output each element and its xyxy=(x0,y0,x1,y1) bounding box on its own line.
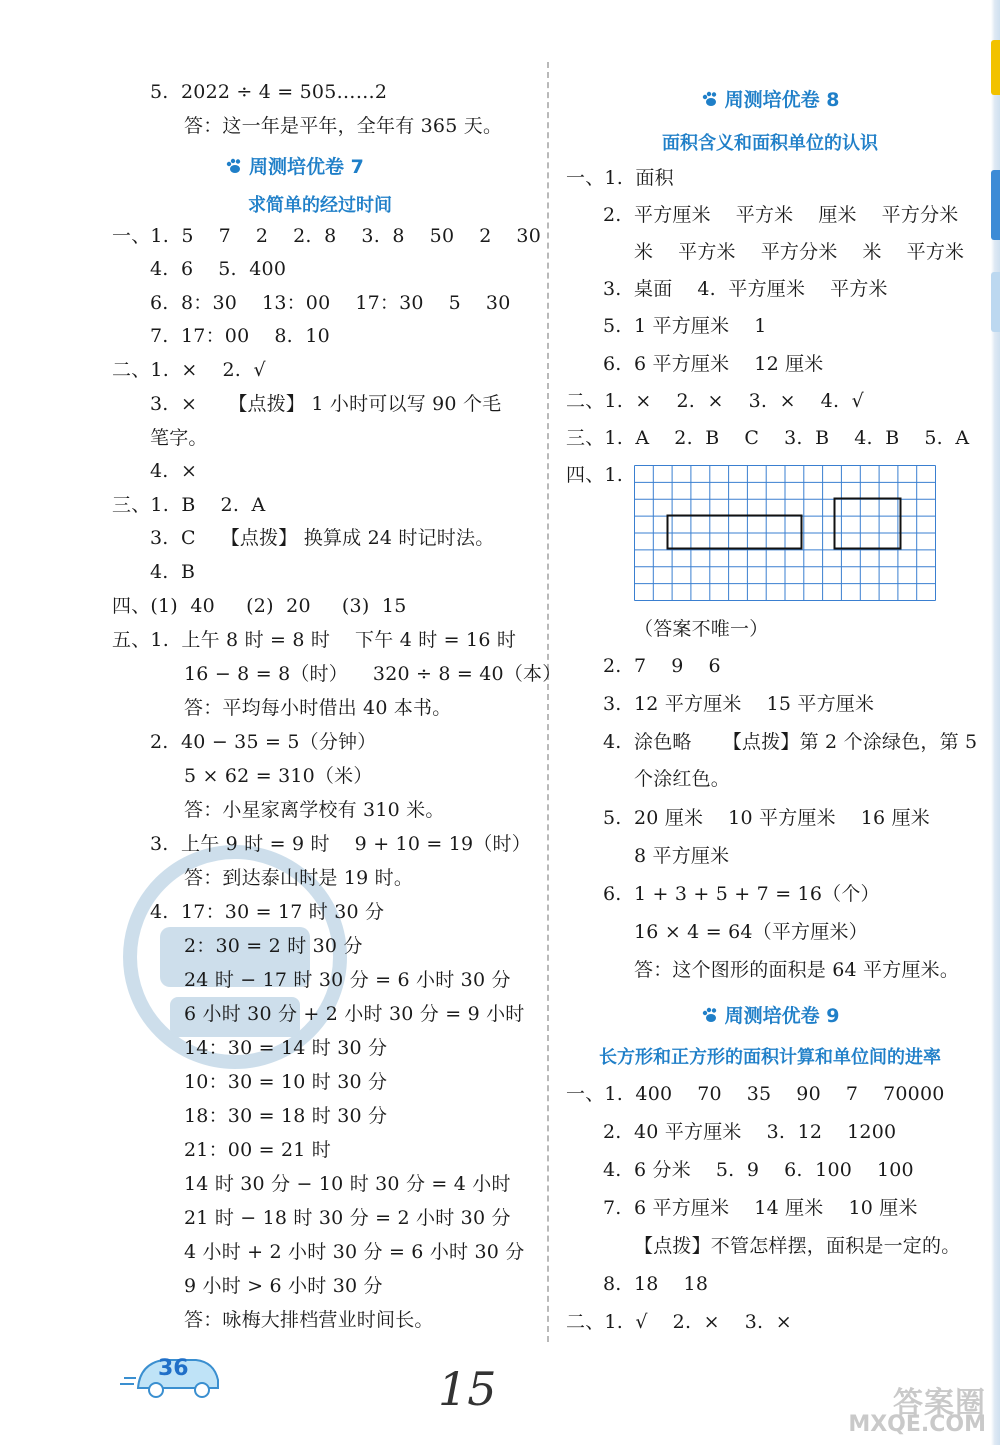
answer-line: 16 − 8 = 8（时） 320 ÷ 8 = 40（本） xyxy=(184,663,562,685)
answer-line: 4. 17：30 = 17 时 30 分 xyxy=(150,901,385,923)
answer-line: 3. × 【点拨】 1 小时可以写 90 个毛 xyxy=(150,393,502,415)
square-4x4 xyxy=(835,499,901,549)
answer-line: 9 小时 > 6 小时 30 分 xyxy=(184,1275,383,1297)
answer-line: 四、(1) 40 (2) 20 (3) 15 xyxy=(112,595,407,617)
answer-line: 答：平均每小时借出 40 本书。 xyxy=(184,697,452,719)
answer-line: 5. 1 平方厘米 1 xyxy=(603,315,767,337)
section-title-7 xyxy=(225,152,364,179)
area-grid-figure xyxy=(634,465,936,601)
edge-tab-light xyxy=(991,272,1000,332)
watermark-text: 答案圈 xyxy=(893,1386,986,1421)
section-title-text: 周测培优卷 9 xyxy=(724,1005,840,1027)
answer-line: 二、1. × 2. √ xyxy=(112,359,266,381)
answer-line: 米 平方米 平方分米 米 平方米 xyxy=(634,241,965,263)
handwritten-note: 15 xyxy=(438,1362,497,1416)
answer-line: 4. 6 5. 400 xyxy=(150,258,287,280)
answer-line: 16 × 4 = 64（平方厘米） xyxy=(634,921,868,943)
watermark-url: MXQE.COM xyxy=(848,1412,986,1437)
answer-line: 14 时 30 分 − 10 时 30 分 = 4 小时 xyxy=(184,1173,511,1195)
answer-line: 8. 18 18 xyxy=(603,1273,709,1295)
answer-line: 答：这一年是平年，全年有 365 天。 xyxy=(184,115,503,137)
answer-line: 五、1. 上午 8 时 = 8 时 下午 4 时 = 16 时 xyxy=(112,629,517,651)
answer-line: 5. 2022 ÷ 4 = 505……2 xyxy=(150,81,388,103)
answer-line: 18：30 = 18 时 30 分 xyxy=(184,1105,388,1127)
answer-line: 2：30 = 2 时 30 分 xyxy=(184,935,363,957)
answer-line: 5. 20 厘米 10 平方厘米 16 厘米 xyxy=(603,807,930,829)
answer-line: 3. C 【点拨】 换算成 24 时记时法。 xyxy=(150,527,495,549)
page-number: 36 xyxy=(158,1356,189,1381)
answer-line: 6. 8：30 13：00 17：30 5 30 xyxy=(150,292,511,314)
answer-line: 7. 6 平方厘米 14 厘米 10 厘米 xyxy=(603,1197,918,1219)
section-title-text: 周测培优卷 8 xyxy=(724,89,840,111)
answer-line: 4. 涂色略 【点拨】第 2 个涂绿色，第 5 xyxy=(603,731,978,753)
answer-line: 6. 6 平方厘米 12 厘米 xyxy=(603,353,824,375)
answer-line: （答案不唯一） xyxy=(634,618,769,640)
answer-line: 2. 40 − 35 = 5（分钟） xyxy=(150,731,377,753)
paw-icon xyxy=(701,1007,719,1023)
answer-line: 14：30 = 14 时 30 分 xyxy=(184,1037,388,1059)
answer-line: 一、1. 400 70 35 90 7 70000 xyxy=(566,1083,945,1105)
edge-tab-blue xyxy=(991,170,1000,240)
answer-line: 2. 7 9 6 xyxy=(603,655,721,677)
answer-line: 答：咏梅大排档营业时间长。 xyxy=(184,1309,434,1331)
answer-line: 答：小星家离学校有 310 米。 xyxy=(184,799,445,821)
answer-line: 2. 40 平方厘米 3. 12 1200 xyxy=(603,1121,897,1143)
section-title-text: 周测培优卷 7 xyxy=(249,156,364,178)
answer-line: 4 小时 + 2 小时 30 分 = 6 小时 30 分 xyxy=(184,1241,525,1263)
section-subtitle-7: 求简单的经过时间 xyxy=(248,195,392,216)
answer-line: 三、1. B 2. A xyxy=(112,494,266,516)
answer-line: 4. 6 分米 5. 9 6. 100 100 xyxy=(603,1159,914,1181)
answer-line: 3. 桌面 4. 平方厘米 平方米 xyxy=(603,278,888,300)
answer-line: 7. 17：00 8. 10 xyxy=(150,325,330,347)
answer-line: 二、1. × 2. × 3. × 4. √ xyxy=(566,390,864,412)
answer-line: 笔字。 xyxy=(150,427,208,449)
answer-line: 二、1. √ 2. × 3. × xyxy=(566,1311,792,1333)
answer-line: 3. 12 平方厘米 15 平方厘米 xyxy=(603,693,875,715)
answer-line: 答：到达泰山时是 19 时。 xyxy=(184,867,414,889)
answer-line: 8 平方厘米 xyxy=(634,845,730,867)
grid-lines xyxy=(635,466,936,601)
column-divider xyxy=(547,62,549,1342)
answer-line: 四、1. xyxy=(566,464,623,486)
answer-line: 2. 平方厘米 平方米 厘米 平方分米 xyxy=(603,204,959,226)
section-title-9 xyxy=(695,1001,845,1028)
paw-icon xyxy=(225,158,243,174)
answer-line: 4. B xyxy=(150,561,196,583)
answer-line: 24 时 − 17 时 30 分 = 6 小时 30 分 xyxy=(184,969,511,991)
rectangle-8x2 xyxy=(668,516,802,549)
answer-line: 21：00 = 21 时 xyxy=(184,1139,331,1161)
answer-line: 4. × xyxy=(150,460,198,482)
answer-line: 5 × 62 = 310（米） xyxy=(184,765,373,787)
answer-line: 10：30 = 10 时 30 分 xyxy=(184,1071,388,1093)
answer-line: 3. 上午 9 时 = 9 时 9 + 10 = 19（时） xyxy=(150,833,531,855)
answer-line: 6. 1 + 3 + 5 + 7 = 16（个） xyxy=(603,883,880,905)
answer-line: 个涂红色。 xyxy=(634,768,731,790)
section-title-8 xyxy=(695,85,845,112)
answer-line: 三、1. A 2. B C 3. B 4. B 5. A xyxy=(566,427,970,449)
answer-line: 21 时 − 18 时 30 分 = 2 小时 30 分 xyxy=(184,1207,511,1229)
section-subtitle-8: 面积含义和面积单位的认识 xyxy=(662,133,878,154)
answer-line: 【点拨】不管怎样摆，面积是一定的。 xyxy=(634,1235,961,1257)
edge-tab-yellow xyxy=(991,40,1000,95)
answer-line: 6 小时 30 分 + 2 小时 30 分 = 9 小时 xyxy=(184,1003,525,1025)
section-subtitle-9: 长方形和正方形的面积计算和单位间的进率 xyxy=(599,1047,941,1068)
answer-line: 一、1. 5 7 2 2. 8 3. 8 50 2 30 xyxy=(112,225,542,247)
paw-icon xyxy=(701,91,719,107)
answer-line: 一、1. 面积 xyxy=(566,167,674,189)
answer-line: 答：这个图形的面积是 64 平方厘米。 xyxy=(634,959,960,981)
